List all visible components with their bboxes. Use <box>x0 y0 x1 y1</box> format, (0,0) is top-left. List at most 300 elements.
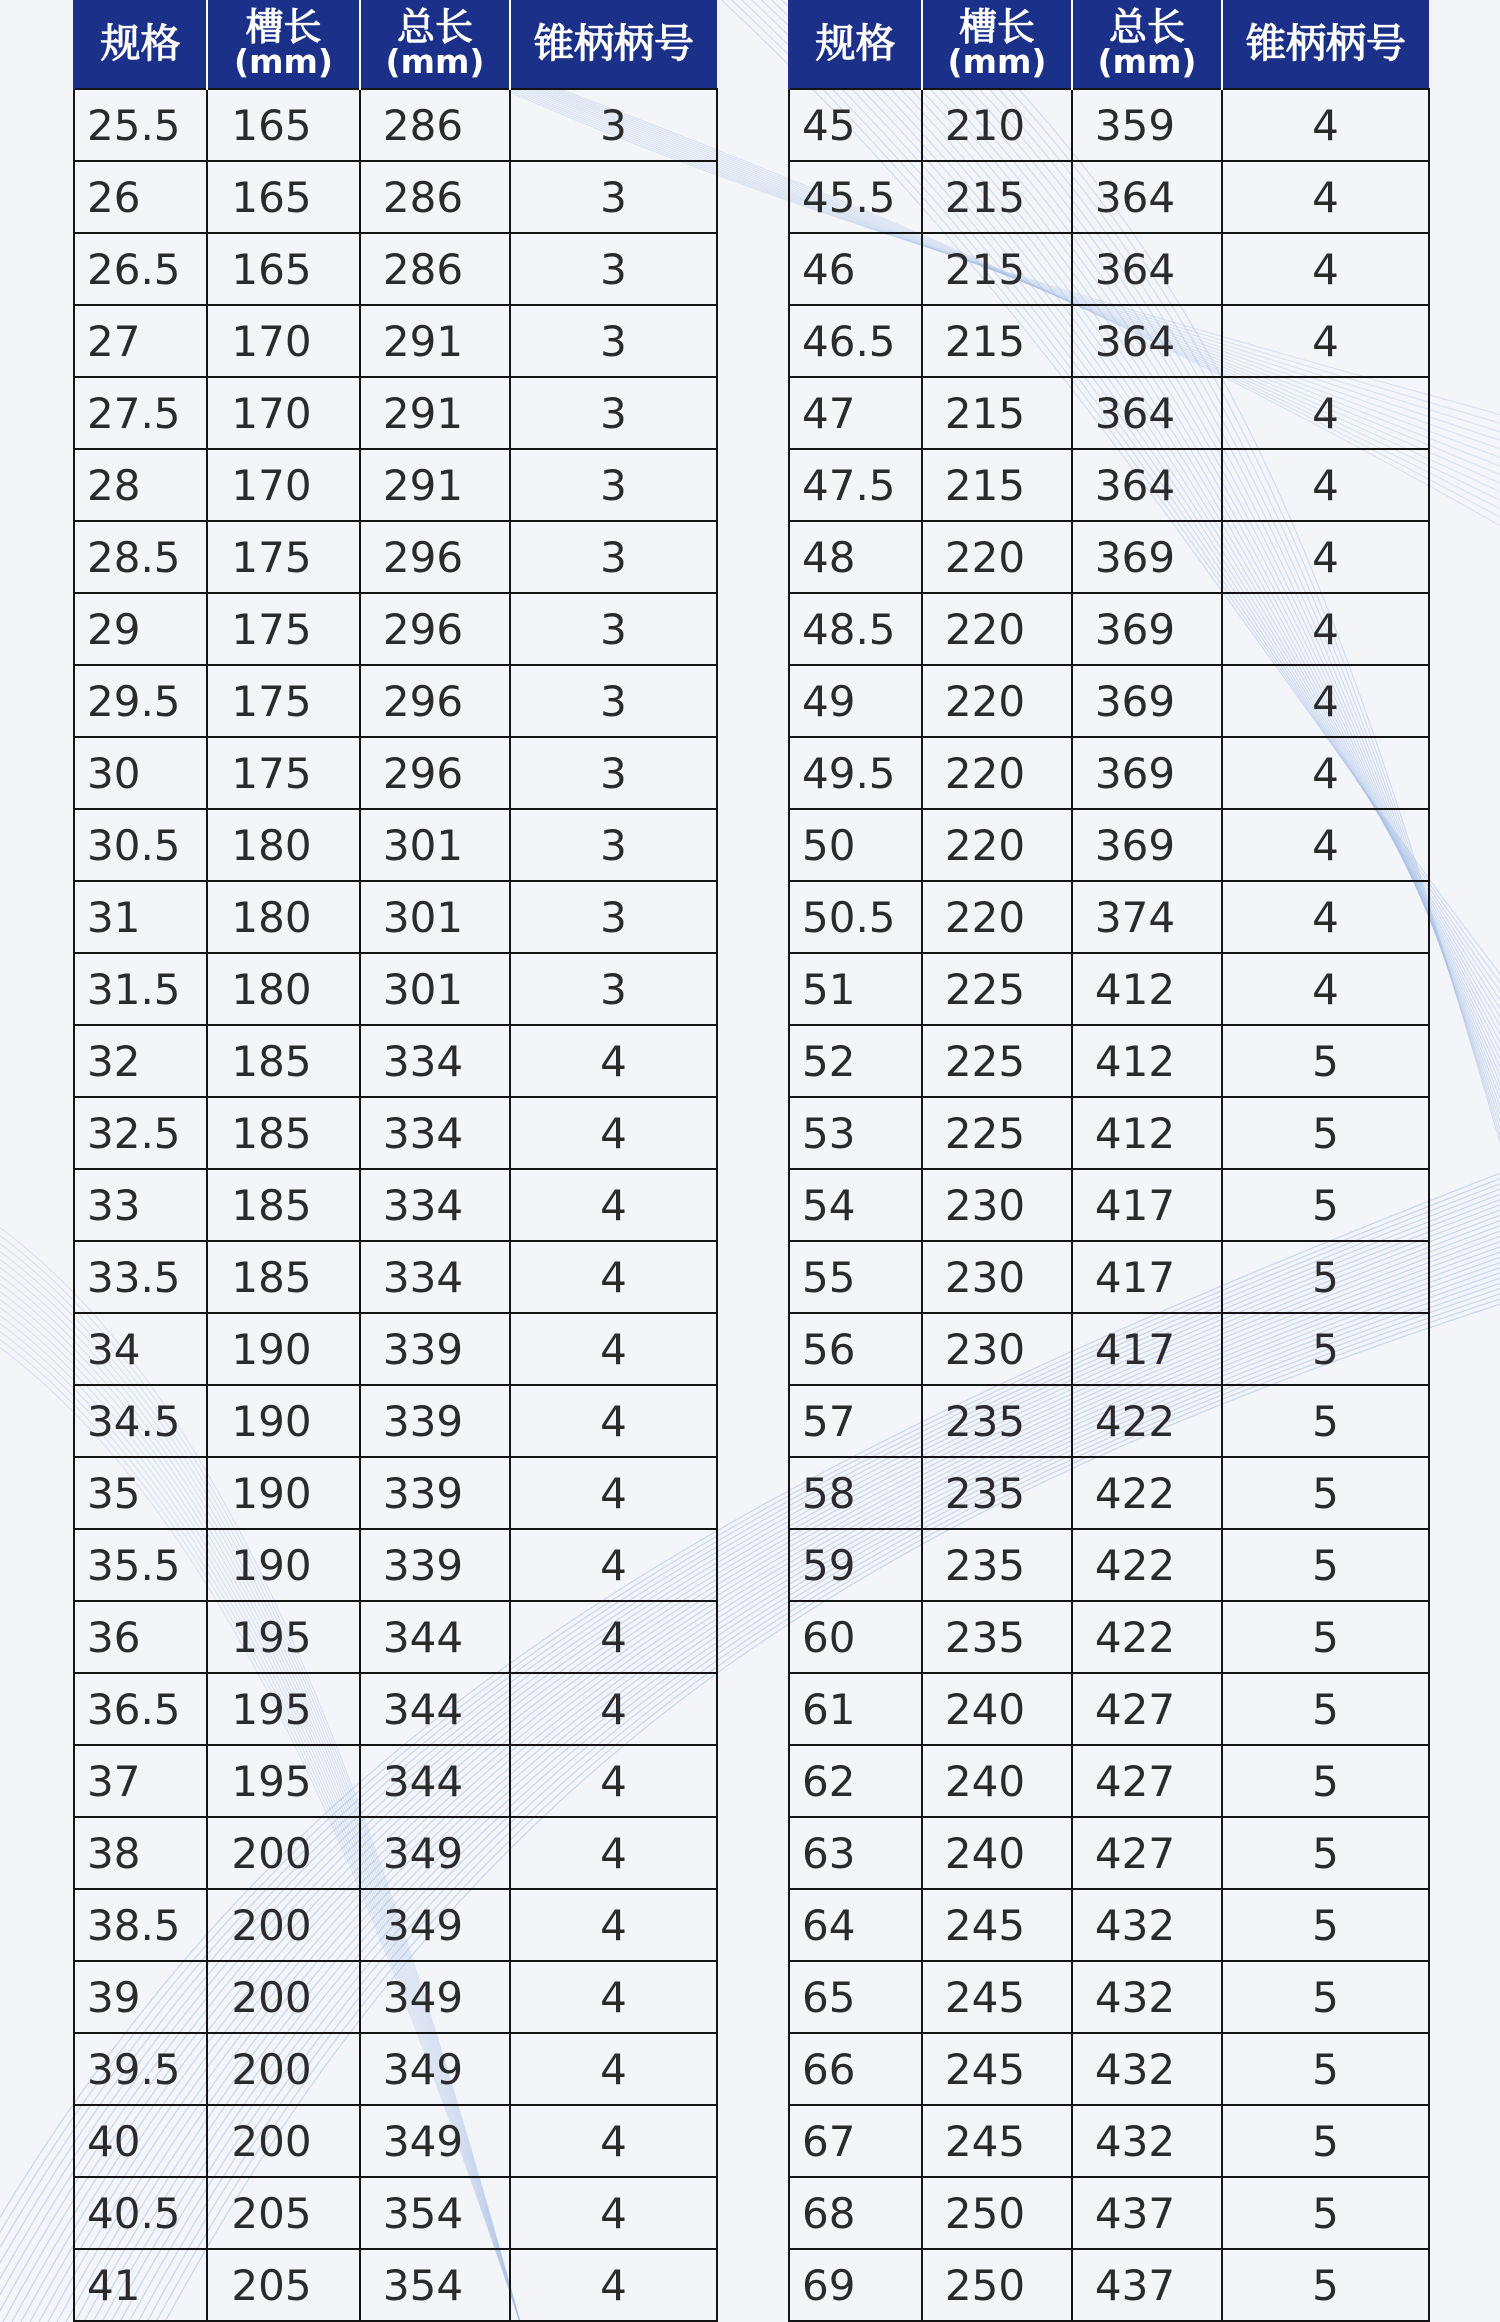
header-spec: 规格 <box>789 0 922 89</box>
cell-spec: 51 <box>789 953 922 1025</box>
cell-taper-shank-no: 5 <box>1222 1241 1429 1313</box>
cell-groove-length: 195 <box>207 1601 360 1673</box>
cell-groove-length: 175 <box>207 737 360 809</box>
cell-total-length: 286 <box>360 233 510 305</box>
table-row <box>789 1025 1429 1097</box>
cell-total-length: 301 <box>360 953 510 1025</box>
cell-taper-shank-no: 5 <box>1222 1961 1429 2033</box>
cell-spec: 68 <box>789 2177 922 2249</box>
cell-total-length: 422 <box>1072 1601 1222 1673</box>
cell-total-length: 422 <box>1072 1529 1222 1601</box>
cell-spec: 60 <box>789 1601 922 1673</box>
cell-spec: 31.5 <box>74 953 207 1025</box>
table-header <box>74 0 717 89</box>
table-row <box>74 665 717 737</box>
cell-total-length: 427 <box>1072 1673 1222 1745</box>
cell-total-length: 339 <box>360 1313 510 1385</box>
cell-spec: 56 <box>789 1313 922 1385</box>
cell-taper-shank-no: 4 <box>510 1601 717 1673</box>
cell-spec: 38 <box>74 1817 207 1889</box>
header-label: 总长 <box>396 5 473 49</box>
cell-total-length: 286 <box>360 89 510 161</box>
cell-total-length: 291 <box>360 449 510 521</box>
cell-spec: 36 <box>74 1601 207 1673</box>
cell-taper-shank-no: 5 <box>1222 2249 1429 2321</box>
cell-total-length: 364 <box>1072 161 1222 233</box>
cell-spec: 69 <box>789 2249 922 2321</box>
table-row <box>74 1169 717 1241</box>
table-row <box>74 1961 717 2033</box>
cell-spec: 40 <box>74 2105 207 2177</box>
table-row <box>74 521 717 593</box>
cell-total-length: 412 <box>1072 1097 1222 1169</box>
cell-groove-length: 200 <box>207 2105 360 2177</box>
cell-spec: 32 <box>74 1025 207 1097</box>
cell-spec: 28.5 <box>74 521 207 593</box>
cell-total-length: 417 <box>1072 1169 1222 1241</box>
cell-groove-length: 170 <box>207 449 360 521</box>
cell-groove-length: 220 <box>922 521 1072 593</box>
cell-total-length: 339 <box>360 1457 510 1529</box>
cell-total-length: 301 <box>360 809 510 881</box>
cell-taper-shank-no: 5 <box>1222 1385 1429 1457</box>
table-row <box>789 2105 1429 2177</box>
cell-spec: 54 <box>789 1169 922 1241</box>
cell-spec: 50.5 <box>789 881 922 953</box>
cell-total-length: 364 <box>1072 377 1222 449</box>
table-row <box>74 377 717 449</box>
table-row <box>789 1673 1429 1745</box>
cell-total-length: 369 <box>1072 809 1222 881</box>
cell-spec: 40.5 <box>74 2177 207 2249</box>
cell-taper-shank-no: 4 <box>1222 881 1429 953</box>
cell-spec: 33.5 <box>74 1241 207 1313</box>
cell-spec: 67 <box>789 2105 922 2177</box>
table-row <box>789 1529 1429 1601</box>
cell-total-length: 369 <box>1072 737 1222 809</box>
cell-groove-length: 195 <box>207 1745 360 1817</box>
table-row <box>789 881 1429 953</box>
cell-taper-shank-no: 4 <box>510 1889 717 1961</box>
cell-groove-length: 210 <box>922 89 1072 161</box>
cell-taper-shank-no: 4 <box>1222 449 1429 521</box>
cell-groove-length: 190 <box>207 1385 360 1457</box>
cell-taper-shank-no: 5 <box>1222 2177 1429 2249</box>
cell-spec: 65 <box>789 1961 922 2033</box>
spec-table-left <box>73 0 718 2322</box>
cell-spec: 66 <box>789 2033 922 2105</box>
cell-groove-length: 165 <box>207 89 360 161</box>
cell-groove-length: 230 <box>922 1169 1072 1241</box>
cell-groove-length: 250 <box>922 2177 1072 2249</box>
cell-spec: 48.5 <box>789 593 922 665</box>
cell-spec: 30.5 <box>74 809 207 881</box>
table-row <box>74 305 717 377</box>
cell-groove-length: 170 <box>207 377 360 449</box>
cell-total-length: 286 <box>360 161 510 233</box>
cell-taper-shank-no: 4 <box>1222 809 1429 881</box>
cell-groove-length: 200 <box>207 1889 360 1961</box>
table-row <box>74 1601 717 1673</box>
table-row <box>74 1097 717 1169</box>
cell-taper-shank-no: 4 <box>1222 953 1429 1025</box>
cell-spec: 49 <box>789 665 922 737</box>
cell-taper-shank-no: 4 <box>510 1385 717 1457</box>
cell-total-length: 412 <box>1072 953 1222 1025</box>
cell-taper-shank-no: 4 <box>510 1529 717 1601</box>
cell-taper-shank-no: 3 <box>510 377 717 449</box>
cell-spec: 31 <box>74 881 207 953</box>
cell-spec: 34.5 <box>74 1385 207 1457</box>
cell-spec: 41 <box>74 2249 207 2321</box>
table-row <box>789 1313 1429 1385</box>
cell-total-length: 349 <box>360 2105 510 2177</box>
cell-taper-shank-no: 4 <box>1222 737 1429 809</box>
cell-total-length: 339 <box>360 1385 510 1457</box>
cell-groove-length: 215 <box>922 233 1072 305</box>
cell-taper-shank-no: 3 <box>510 233 717 305</box>
cell-spec: 61 <box>789 1673 922 1745</box>
table-row <box>789 737 1429 809</box>
cell-spec: 37 <box>74 1745 207 1817</box>
table-row <box>74 809 717 881</box>
cell-taper-shank-no: 5 <box>1222 1313 1429 1385</box>
cell-taper-shank-no: 4 <box>510 1313 717 1385</box>
cell-groove-length: 225 <box>922 1097 1072 1169</box>
cell-total-length: 417 <box>1072 1241 1222 1313</box>
cell-groove-length: 225 <box>922 953 1072 1025</box>
table-row <box>789 1385 1429 1457</box>
cell-groove-length: 245 <box>922 2033 1072 2105</box>
table-row <box>789 521 1429 593</box>
cell-groove-length: 235 <box>922 1385 1072 1457</box>
table-row <box>789 1169 1429 1241</box>
cell-spec: 50 <box>789 809 922 881</box>
cell-taper-shank-no: 4 <box>1222 377 1429 449</box>
table-row <box>74 1673 717 1745</box>
cell-total-length: 301 <box>360 881 510 953</box>
cell-groove-length: 245 <box>922 1889 1072 1961</box>
table-row <box>74 89 717 161</box>
cell-spec: 36.5 <box>74 1673 207 1745</box>
cell-taper-shank-no: 5 <box>1222 1097 1429 1169</box>
cell-groove-length: 220 <box>922 881 1072 953</box>
cell-spec: 30 <box>74 737 207 809</box>
table-row <box>789 89 1429 161</box>
cell-spec: 35 <box>74 1457 207 1529</box>
cell-total-length: 374 <box>1072 881 1222 953</box>
cell-total-length: 339 <box>360 1529 510 1601</box>
cell-groove-length: 215 <box>922 449 1072 521</box>
cell-spec: 64 <box>789 1889 922 1961</box>
cell-groove-length: 220 <box>922 593 1072 665</box>
cell-spec: 45 <box>789 89 922 161</box>
cell-total-length: 344 <box>360 1745 510 1817</box>
cell-groove-length: 185 <box>207 1097 360 1169</box>
table-row <box>74 737 717 809</box>
cell-total-length: 364 <box>1072 233 1222 305</box>
cell-groove-length: 235 <box>922 1529 1072 1601</box>
cell-total-length: 422 <box>1072 1457 1222 1529</box>
table-row <box>789 809 1429 881</box>
cell-groove-length: 205 <box>207 2177 360 2249</box>
cell-groove-length: 185 <box>207 1169 360 1241</box>
header-groove-length <box>922 0 1072 89</box>
table-row <box>74 2033 717 2105</box>
cell-taper-shank-no: 5 <box>1222 1025 1429 1097</box>
cell-total-length: 349 <box>360 1817 510 1889</box>
header-taper-shank-no: 锥柄柄号 <box>1222 0 1429 89</box>
cell-spec: 48 <box>789 521 922 593</box>
cell-taper-shank-no: 3 <box>510 593 717 665</box>
cell-total-length: 412 <box>1072 1025 1222 1097</box>
cell-total-length: 296 <box>360 737 510 809</box>
table-row <box>789 377 1429 449</box>
cell-taper-shank-no: 3 <box>510 521 717 593</box>
cell-total-length: 422 <box>1072 1385 1222 1457</box>
table-row <box>789 1817 1429 1889</box>
table-row <box>74 161 717 233</box>
table-row <box>74 1817 717 1889</box>
cell-total-length: 354 <box>360 2249 510 2321</box>
cell-taper-shank-no: 4 <box>510 1241 717 1313</box>
cell-total-length: 364 <box>1072 305 1222 377</box>
cell-taper-shank-no: 4 <box>1222 593 1429 665</box>
cell-taper-shank-no: 4 <box>510 2249 717 2321</box>
header-unit: (mm) <box>385 42 485 81</box>
table-row <box>74 1529 717 1601</box>
cell-groove-length: 200 <box>207 2033 360 2105</box>
table-row <box>74 1313 717 1385</box>
cell-spec: 33 <box>74 1169 207 1241</box>
cell-groove-length: 235 <box>922 1457 1072 1529</box>
cell-spec: 34 <box>74 1313 207 1385</box>
cell-total-length: 291 <box>360 305 510 377</box>
cell-groove-length: 190 <box>207 1529 360 1601</box>
cell-groove-length: 185 <box>207 1025 360 1097</box>
cell-total-length: 417 <box>1072 1313 1222 1385</box>
table-row <box>74 2177 717 2249</box>
header-taper-shank-no: 锥柄柄号 <box>510 0 717 89</box>
spec-table-right <box>788 0 1430 2322</box>
cell-groove-length: 175 <box>207 665 360 737</box>
cell-groove-length: 215 <box>922 161 1072 233</box>
table-body <box>74 89 717 2321</box>
cell-groove-length: 185 <box>207 1241 360 1313</box>
cell-taper-shank-no: 3 <box>510 305 717 377</box>
cell-spec: 57 <box>789 1385 922 1457</box>
cell-total-length: 296 <box>360 593 510 665</box>
cell-taper-shank-no: 5 <box>1222 1673 1429 1745</box>
table-row <box>74 953 717 1025</box>
cell-taper-shank-no: 4 <box>510 2177 717 2249</box>
table-row <box>74 2249 717 2321</box>
header-total-length <box>1072 0 1222 89</box>
cell-taper-shank-no: 4 <box>510 2105 717 2177</box>
cell-groove-length: 240 <box>922 1817 1072 1889</box>
cell-taper-shank-no: 4 <box>1222 161 1429 233</box>
cell-taper-shank-no: 5 <box>1222 1169 1429 1241</box>
cell-total-length: 359 <box>1072 89 1222 161</box>
table-row <box>74 449 717 521</box>
cell-total-length: 369 <box>1072 665 1222 737</box>
cell-groove-length: 220 <box>922 737 1072 809</box>
cell-spec: 62 <box>789 1745 922 1817</box>
header-label: 槽长 <box>245 5 322 49</box>
cell-groove-length: 230 <box>922 1241 1072 1313</box>
cell-taper-shank-no: 5 <box>1222 1889 1429 1961</box>
table-row <box>74 1889 717 1961</box>
cell-total-length: 334 <box>360 1097 510 1169</box>
cell-total-length: 334 <box>360 1241 510 1313</box>
cell-total-length: 427 <box>1072 1745 1222 1817</box>
cell-spec: 52 <box>789 1025 922 1097</box>
cell-total-length: 427 <box>1072 1817 1222 1889</box>
cell-spec: 39 <box>74 1961 207 2033</box>
table-body <box>789 89 1429 2321</box>
cell-groove-length: 215 <box>922 377 1072 449</box>
table-row <box>789 1961 1429 2033</box>
cell-groove-length: 215 <box>922 305 1072 377</box>
cell-groove-length: 235 <box>922 1601 1072 1673</box>
cell-taper-shank-no: 3 <box>510 449 717 521</box>
cell-taper-shank-no: 4 <box>510 1025 717 1097</box>
cell-groove-length: 220 <box>922 665 1072 737</box>
table-row <box>74 1457 717 1529</box>
cell-groove-length: 180 <box>207 953 360 1025</box>
cell-groove-length: 245 <box>922 2105 1072 2177</box>
cell-groove-length: 245 <box>922 1961 1072 2033</box>
cell-spec: 55 <box>789 1241 922 1313</box>
cell-taper-shank-no: 5 <box>1222 1457 1429 1529</box>
cell-total-length: 364 <box>1072 449 1222 521</box>
table-row <box>789 1889 1429 1961</box>
cell-total-length: 369 <box>1072 521 1222 593</box>
cell-spec: 26.5 <box>74 233 207 305</box>
cell-spec: 28 <box>74 449 207 521</box>
cell-groove-length: 195 <box>207 1673 360 1745</box>
table-row <box>74 1745 717 1817</box>
table-row <box>789 2033 1429 2105</box>
cell-groove-length: 250 <box>922 2249 1072 2321</box>
cell-spec: 49.5 <box>789 737 922 809</box>
cell-taper-shank-no: 4 <box>1222 89 1429 161</box>
cell-groove-length: 230 <box>922 1313 1072 1385</box>
cell-spec: 25.5 <box>74 89 207 161</box>
table-row <box>789 593 1429 665</box>
cell-total-length: 349 <box>360 1961 510 2033</box>
cell-groove-length: 205 <box>207 2249 360 2321</box>
cell-groove-length: 200 <box>207 1817 360 1889</box>
cell-total-length: 334 <box>360 1169 510 1241</box>
cell-taper-shank-no: 5 <box>1222 1601 1429 1673</box>
cell-total-length: 296 <box>360 521 510 593</box>
cell-taper-shank-no: 3 <box>510 881 717 953</box>
cell-spec: 59 <box>789 1529 922 1601</box>
cell-spec: 45.5 <box>789 161 922 233</box>
table-row <box>789 161 1429 233</box>
cell-groove-length: 180 <box>207 881 360 953</box>
cell-taper-shank-no: 4 <box>1222 305 1429 377</box>
cell-groove-length: 220 <box>922 809 1072 881</box>
cell-total-length: 344 <box>360 1673 510 1745</box>
cell-taper-shank-no: 4 <box>510 1457 717 1529</box>
cell-groove-length: 165 <box>207 233 360 305</box>
cell-total-length: 432 <box>1072 1889 1222 1961</box>
cell-taper-shank-no: 3 <box>510 809 717 881</box>
header-total-length <box>360 0 510 89</box>
cell-groove-length: 190 <box>207 1457 360 1529</box>
cell-taper-shank-no: 4 <box>510 1673 717 1745</box>
table-row <box>789 953 1429 1025</box>
cell-spec: 38.5 <box>74 1889 207 1961</box>
header-unit: (mm) <box>234 42 333 81</box>
cell-groove-length: 170 <box>207 305 360 377</box>
cell-groove-length: 180 <box>207 809 360 881</box>
table-row <box>74 1385 717 1457</box>
cell-spec: 47 <box>789 377 922 449</box>
cell-taper-shank-no: 5 <box>1222 1817 1429 1889</box>
cell-taper-shank-no: 5 <box>1222 1529 1429 1601</box>
cell-spec: 46.5 <box>789 305 922 377</box>
cell-taper-shank-no: 5 <box>1222 2033 1429 2105</box>
table-row <box>789 1601 1429 1673</box>
cell-taper-shank-no: 3 <box>510 161 717 233</box>
header-groove-length <box>207 0 360 89</box>
cell-taper-shank-no: 4 <box>510 1097 717 1169</box>
cell-total-length: 354 <box>360 2177 510 2249</box>
table-row <box>789 233 1429 305</box>
table-row <box>789 449 1429 521</box>
table-row <box>789 1241 1429 1313</box>
cell-total-length: 291 <box>360 377 510 449</box>
cell-groove-length: 240 <box>922 1673 1072 1745</box>
cell-taper-shank-no: 5 <box>1222 2105 1429 2177</box>
table-row <box>74 233 717 305</box>
cell-total-length: 349 <box>360 2033 510 2105</box>
cell-taper-shank-no: 4 <box>510 1169 717 1241</box>
cell-spec: 46 <box>789 233 922 305</box>
cell-total-length: 432 <box>1072 2033 1222 2105</box>
cell-spec: 53 <box>789 1097 922 1169</box>
cell-spec: 35.5 <box>74 1529 207 1601</box>
cell-spec: 63 <box>789 1817 922 1889</box>
header-unit: (mm) <box>1097 42 1197 81</box>
cell-spec: 26 <box>74 161 207 233</box>
header-label: 总长 <box>1108 5 1185 49</box>
header-spec: 规格 <box>74 0 207 89</box>
header-label: 槽长 <box>958 5 1035 49</box>
cell-taper-shank-no: 4 <box>510 1817 717 1889</box>
cell-total-length: 437 <box>1072 2177 1222 2249</box>
cell-total-length: 334 <box>360 1025 510 1097</box>
cell-groove-length: 175 <box>207 593 360 665</box>
cell-spec: 27.5 <box>74 377 207 449</box>
cell-taper-shank-no: 3 <box>510 737 717 809</box>
cell-taper-shank-no: 5 <box>1222 1745 1429 1817</box>
cell-spec: 29 <box>74 593 207 665</box>
table-row <box>789 305 1429 377</box>
cell-taper-shank-no: 3 <box>510 953 717 1025</box>
cell-groove-length: 225 <box>922 1025 1072 1097</box>
cell-taper-shank-no: 4 <box>1222 521 1429 593</box>
cell-total-length: 349 <box>360 1889 510 1961</box>
cell-total-length: 344 <box>360 1601 510 1673</box>
header-unit: (mm) <box>947 42 1047 81</box>
cell-taper-shank-no: 4 <box>510 2033 717 2105</box>
cell-spec: 47.5 <box>789 449 922 521</box>
cell-groove-length: 200 <box>207 1961 360 2033</box>
